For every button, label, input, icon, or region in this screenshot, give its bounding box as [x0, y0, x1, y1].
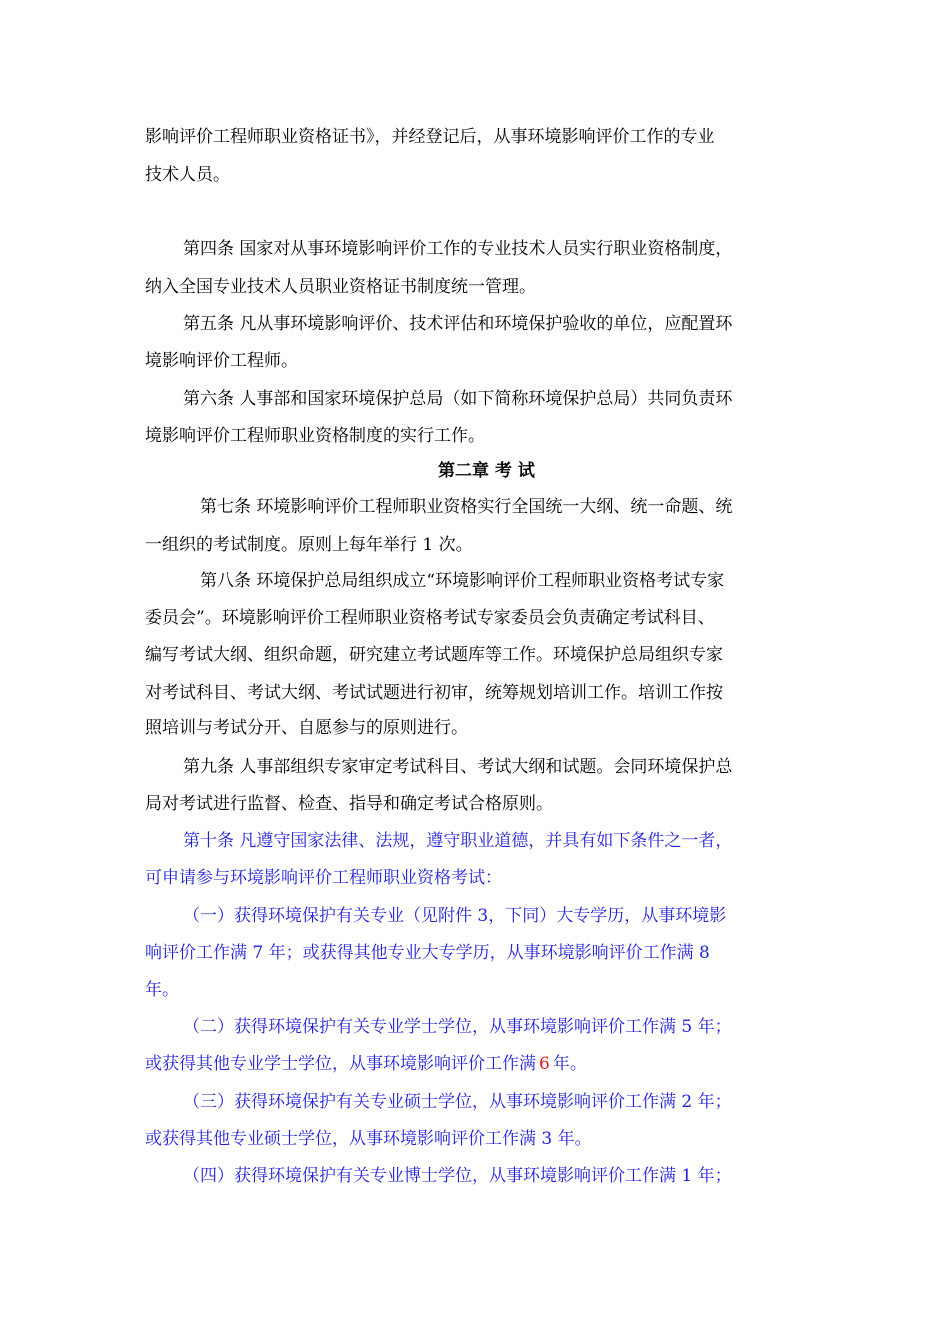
chapter-heading: 第二章 考 试 — [438, 461, 535, 481]
paragraph-line: 可申请参与环境影响评价工程师职业资格考试： — [145, 868, 502, 888]
text-segment: 年。 — [552, 1054, 587, 1074]
paragraph-line: 影响评价工程师职业资格证书》，并经登记后，从事环境影响评价工作的专业 — [145, 127, 715, 147]
paragraph-line: 纳入全国专业技术人员职业资格证书制度统一管理。 — [145, 277, 536, 297]
highlighted-number: 6 — [539, 1054, 550, 1074]
condition-1-line: （一）获得环境保护有关专业（见附件 3，下同）大专学历，从事环境影 — [183, 906, 727, 926]
text-segment: 或获得其他专业学士学位，从事环境影响评价工作满 — [145, 1054, 536, 1074]
paragraph-line: 境影响评价工程师职业资格制度的实行工作。 — [145, 426, 485, 446]
paragraph-line: 境影响评价工程师。 — [145, 351, 298, 371]
article-4-line: 第四条 国家对从事环境影响评价工作的专业技术人员实行职业资格制度， — [183, 239, 733, 259]
article-8-line: 第八条 环境保护总局组织成立“环境影响评价工程师职业资格考试专家 — [200, 571, 725, 591]
paragraph-line: 或获得其他专业硕士学位，从事环境影响评价工作满 3 年。 — [145, 1129, 592, 1149]
paragraph-line: 响评价工作满 7 年；或获得其他专业大专学历，从事环境影响评价工作满 8 — [145, 943, 710, 963]
paragraph-line: 年。 — [145, 980, 179, 1000]
article-6-line: 第六条 人事部和国家环境保护总局（如下简称环境保护总局）共同负责环 — [183, 389, 733, 409]
paragraph-line — [145, 1052, 587, 1076]
article-10-line: 第十条 凡遵守国家法律、法规，遵守职业道德，并具有如下条件之一者， — [183, 831, 733, 851]
paragraph-line: 技术人员。 — [145, 165, 230, 185]
condition-2-line: （二）获得环境保护有关专业学士学位，从事环境影响评价工作满 5 年； — [183, 1017, 732, 1037]
paragraph-line: 照培训与考试分开、自愿参与的原则进行。 — [145, 718, 468, 738]
paragraph-line: 编写考试大纲、组织命题，研究建立考试题库等工作。环境保护总局组织专家 — [145, 645, 723, 665]
paragraph-line: 对考试科目、考试大纲、考试试题进行初审，统筹规划培训工作。培训工作按 — [145, 683, 723, 703]
article-7-line: 第七条 环境影响评价工程师职业资格实行全国统一大纲、统一命题、统 — [200, 497, 733, 517]
article-9-line: 第九条 人事部组织专家审定考试科目、考试大纲和试题。会同环境保护总 — [183, 757, 733, 777]
condition-4-line: （四）获得环境保护有关专业博士学位，从事环境影响评价工作满 1 年； — [183, 1166, 732, 1186]
article-5-line: 第五条 凡从事环境影响评价、技术评估和环境保护验收的单位，应配置环 — [183, 314, 733, 334]
paragraph-line: 委员会”。环境影响评价工程师职业资格考试专家委员会负责确定考试科目、 — [145, 608, 715, 628]
paragraph-line: 一组织的考试制度。原则上每年举行 1 次。 — [145, 535, 473, 555]
paragraph-line: 局对考试进行监督、检查、指导和确定考试合格原则。 — [145, 794, 553, 814]
condition-3-line: （三）获得环境保护有关专业硕士学位，从事环境影响评价工作满 2 年； — [183, 1092, 732, 1112]
